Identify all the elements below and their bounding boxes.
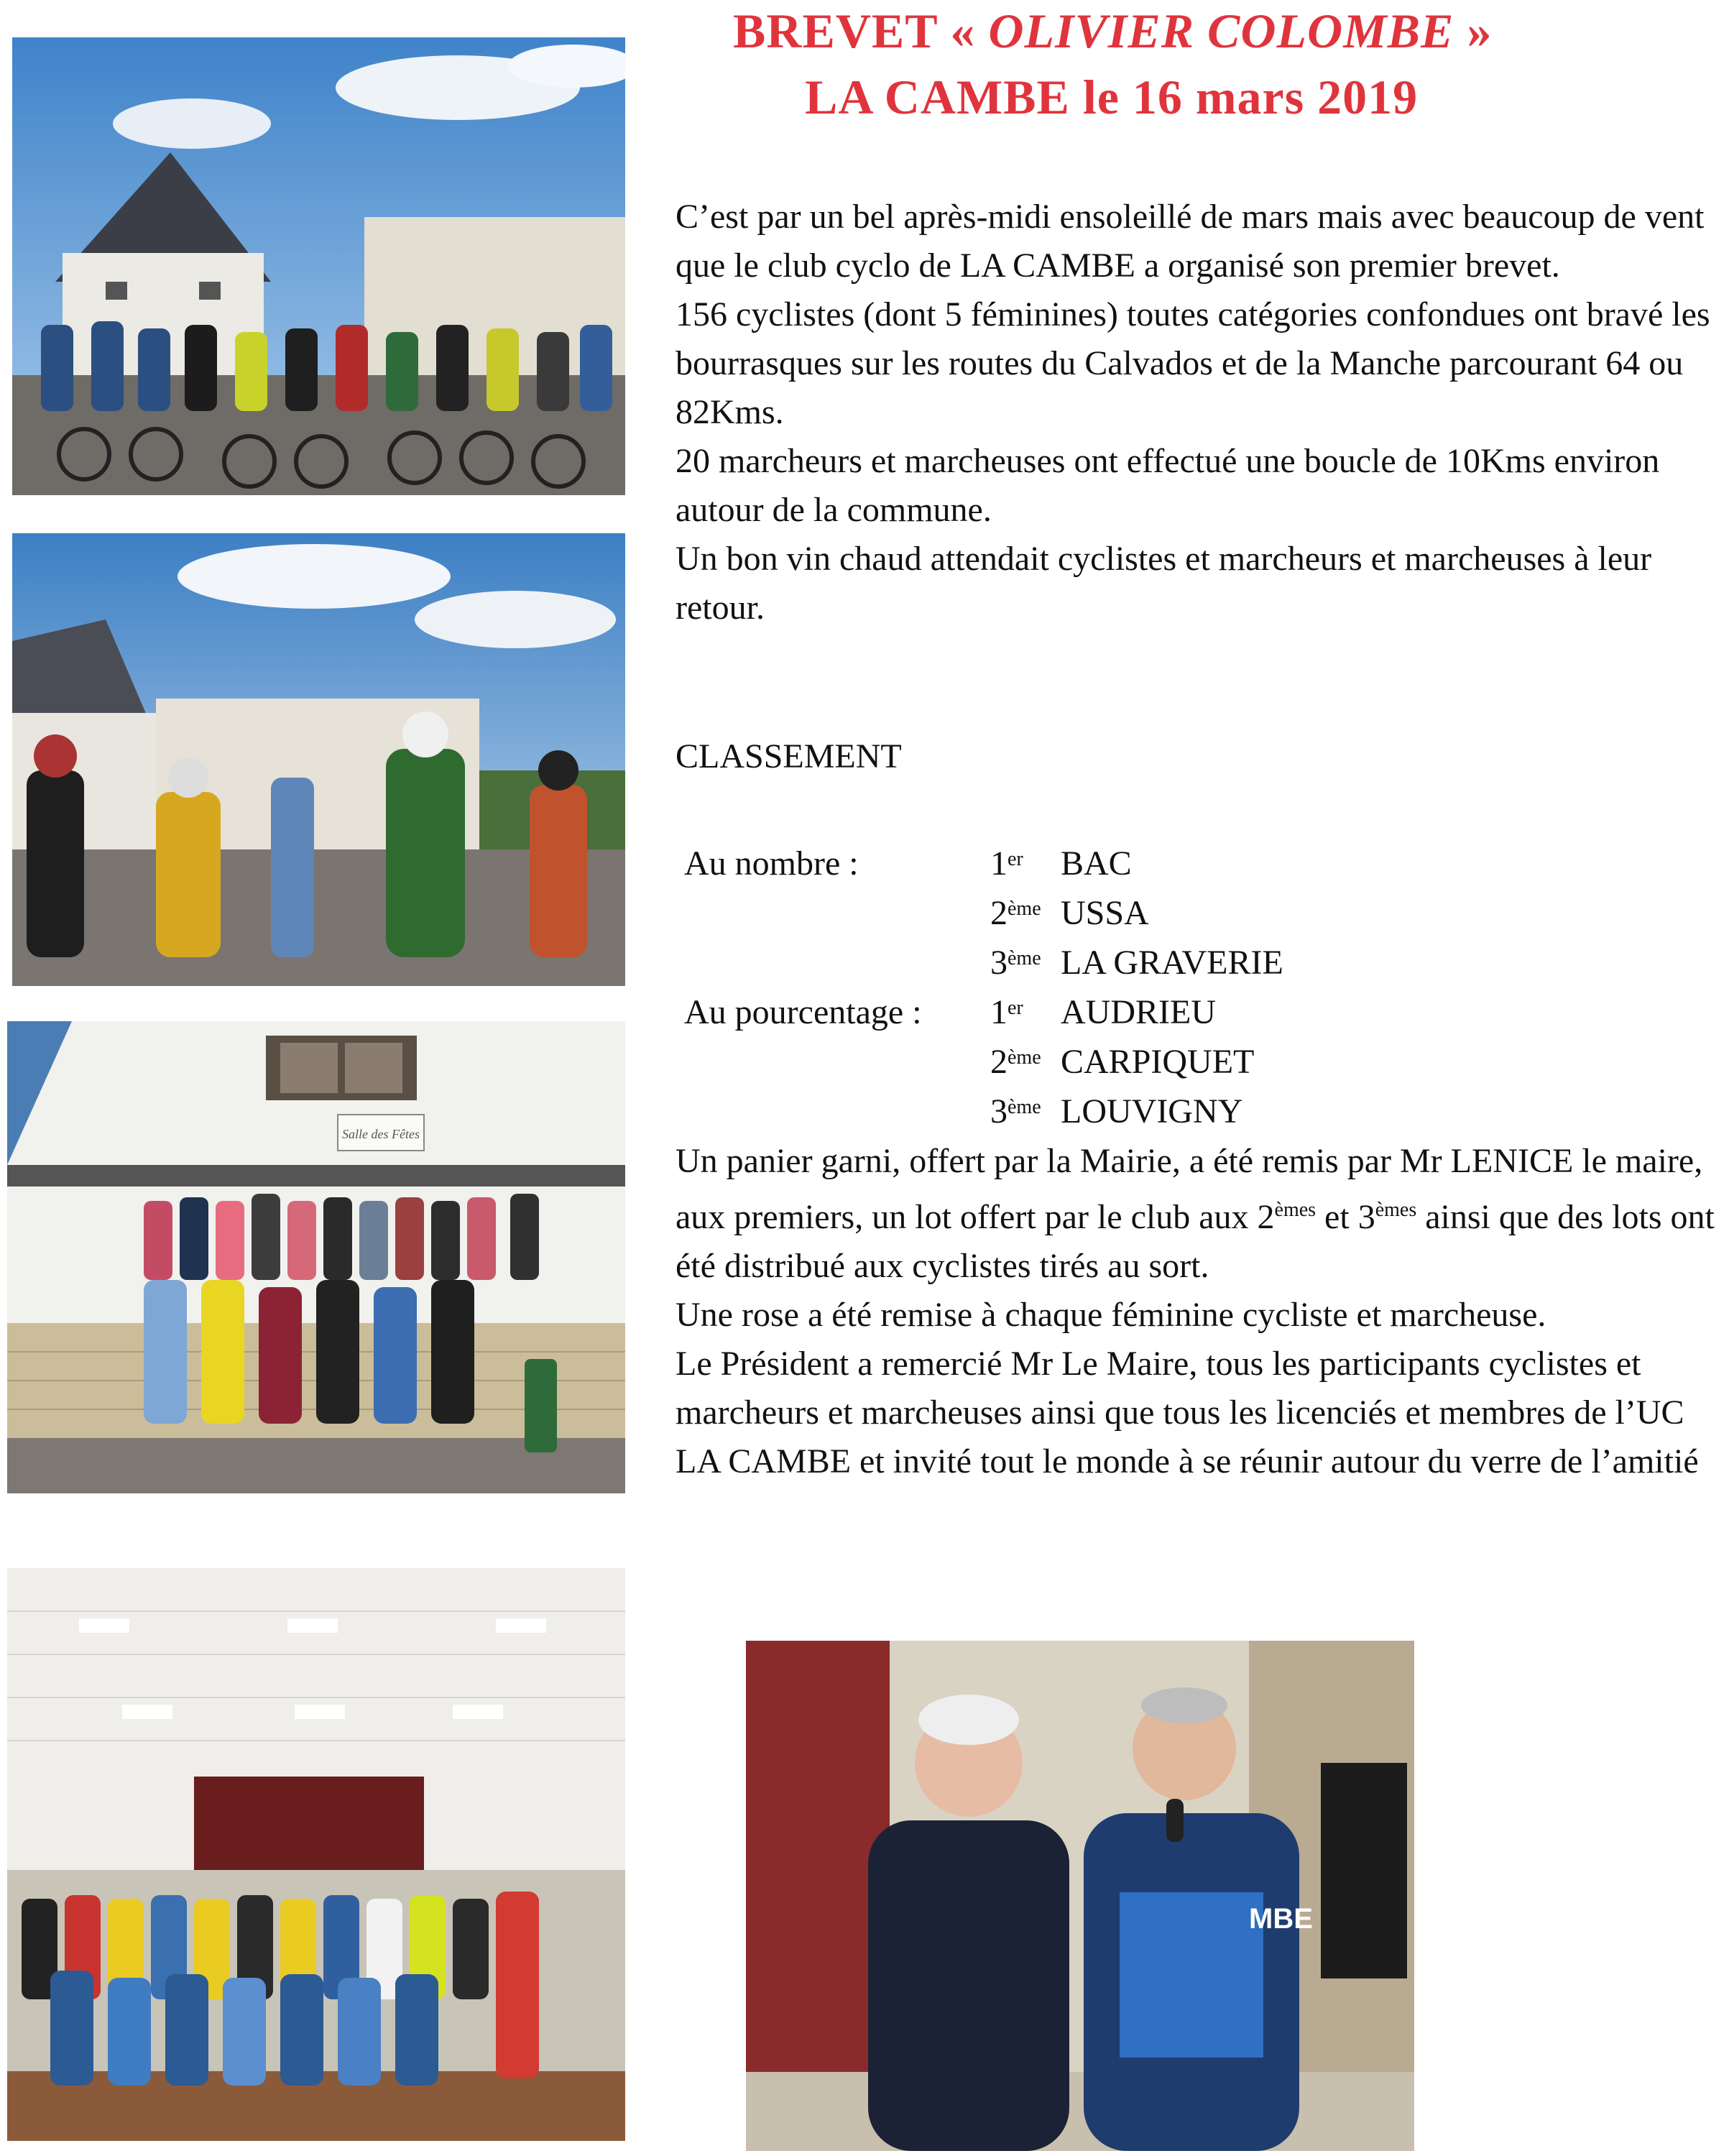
photo-cyclists-start [12, 37, 625, 495]
closing-text [676, 1137, 1725, 1486]
rank-number: 2 [990, 894, 1008, 932]
rank-team: BAC [1061, 844, 1132, 883]
closing-paragraph: Le Président a remercié Mr Le Maire, tous les participants cyclistes et marcheurs et marcheuses ainsi que tous les licenciés et membres de l’UC LA CAMBE et invité tout le monde à se réunir autour du verre de l’amitié [676, 1345, 1699, 1480]
rank-suffix: ème [1008, 1096, 1041, 1118]
intro-paragraph: 156 cyclistes (dont 5 féminines) toutes catégories confondues ont bravé les bourrasques sur les routes du Calvados et de la Manche parcourant 64 ou 82Kms. [676, 295, 1710, 431]
ranking-row [990, 1037, 1255, 1087]
rank-team: CARPIQUET [1061, 1043, 1255, 1081]
rank-team: AUDRIEU [1061, 993, 1216, 1031]
rank-number: 1 [990, 844, 1008, 883]
photo-sign-text: Salle des Fêtes [342, 1127, 420, 1141]
ranking-row [990, 839, 1132, 888]
intro-text [676, 193, 1725, 632]
photo-speech [746, 1641, 1414, 2151]
ranking-row [990, 1087, 1243, 1136]
intro-paragraph: Un bon vin chaud attendait cyclistes et marcheurs et marcheuses à leur retour. [676, 540, 1652, 627]
closing-paragraph: Une rose a été remise à chaque féminine cycliste et marcheuse. [676, 1296, 1546, 1334]
photo-jersey-text: MBE [1249, 1903, 1313, 1935]
closing-sup: èmes [1375, 1199, 1417, 1221]
rank-suffix: ème [1008, 947, 1041, 969]
title-prefix: BREVET « [733, 4, 989, 58]
rank-suffix: ème [1008, 1046, 1041, 1069]
rank-number: 3 [990, 944, 1008, 982]
page-subtitle: LA CAMBE le 16 mars 2019 [805, 70, 1419, 124]
title-suffix: » [1454, 4, 1493, 58]
rank-team: USSA [1061, 894, 1149, 932]
rank-team: LA GRAVERIE [1061, 944, 1283, 982]
ranking-label: Au nombre : [684, 844, 859, 883]
rank-suffix: er [1008, 997, 1023, 1019]
rank-suffix: er [1008, 848, 1023, 870]
closing-text-part: Un panier garni, offert par la Mairie, a été remis par Mr LENICE le maire, aux premiers, un lot offert par le club aux 2 [676, 1142, 1703, 1236]
rank-team: LOUVIGNY [1061, 1092, 1243, 1130]
ranking-row [990, 888, 1149, 938]
page-title [733, 3, 1492, 60]
rank-number: 1 [990, 993, 1008, 1031]
photo-walkers-group [7, 1021, 625, 1493]
closing-sup: èmes [1274, 1199, 1317, 1221]
rank-number: 2 [990, 1043, 1008, 1081]
ranking-row [990, 987, 1216, 1037]
rank-number: 3 [990, 1092, 1008, 1130]
closing-paragraph [676, 1137, 1725, 1291]
closing-text-part: et 3 [1316, 1198, 1375, 1236]
photo-hall-group [7, 1568, 625, 2141]
title-name: OLIVIER COLOMBE [988, 4, 1454, 58]
ranking-label: Au pourcentage : [684, 993, 922, 1031]
classement-heading: CLASSEMENT [676, 737, 902, 775]
intro-paragraph: C’est par un bel après-midi ensoleillé de mars mais avec beaucoup de vent que le club cyclo de LA CAMBE a organisé son premier brevet. [676, 198, 1705, 285]
photo-cyclists-riding [12, 533, 625, 986]
closing-text-part: ainsi que des lots ont été distribué aux cyclistes tirés au sort. [676, 1198, 1715, 1285]
ranking-row [990, 938, 1283, 987]
intro-paragraph: 20 marcheurs et marcheuses ont effectué une boucle de 10Kms environ autour de la commune. [676, 442, 1660, 529]
rank-suffix: ème [1008, 898, 1041, 920]
